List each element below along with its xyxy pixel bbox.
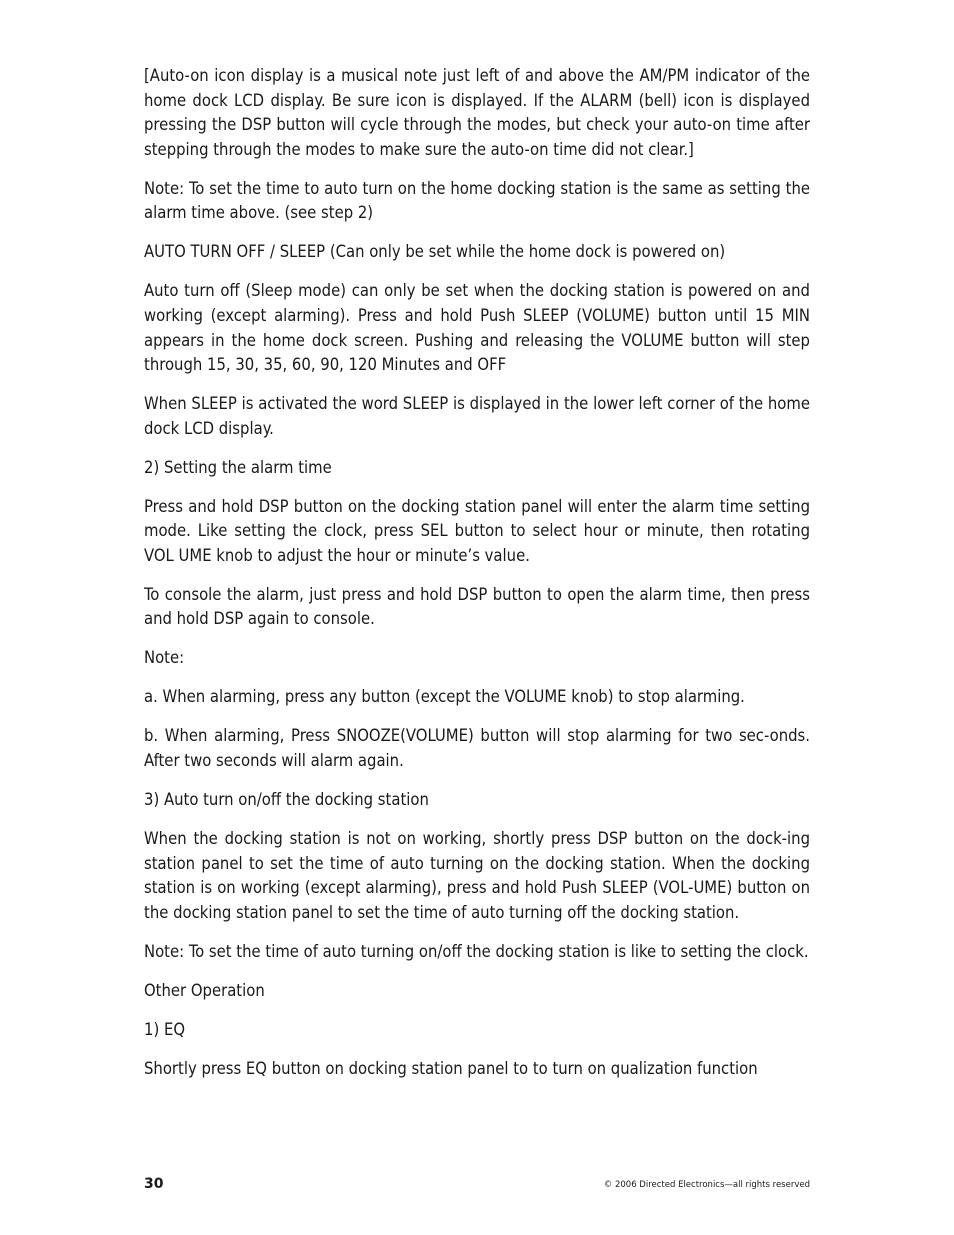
note-item-a: a. When alarming, press any button (except the VOLUME knob) to stop alarming.: [144, 687, 745, 707]
paragraph-eq: Shortly press EQ button on docking station panel to to turn on qualization function: [144, 1058, 758, 1078]
paragraph-note-auto-turn-on: Note: To set the time to auto turn on the home docking station is the same as setting the alarm time above. (see step 2): [144, 178, 810, 223]
paragraph-console-alarm: To console the alarm, just press and hold DSP button to open the alarm time, then press and hold DSP again to console.: [144, 584, 810, 629]
note-item-b: b. When alarming, Press SNOOZE(VOLUME) button will stop alarming for two sec-onds. After two seconds will alarm again.: [144, 726, 810, 770]
heading-auto-turn-on-off: 3) Auto turn on/off the docking station: [144, 789, 429, 809]
paragraph-note-clock: Note: To set the time of auto turning on/off the docking station is like to setting the clock.: [144, 941, 809, 961]
page-body: [144, 64, 810, 1096]
paragraph-auto-turn-on-off: When the docking station is not on working, shortly press DSP button on the dock-ing station panel to set the time of auto turning on the docking station. When the docking station is on working (except alarming), press and hold Push SLEEP (VOL-UME) button on the docking station panel to set the time of auto turning off the docking station.: [144, 828, 810, 922]
copyright-notice: © 2006 Directed Electronics—all rights reserved: [603, 1180, 810, 1190]
paragraph-alarm-setting-mode: Press and hold DSP button on the docking station panel will enter the alarm time setting mode. Like setting the clock, press SEL button to select hour or minute, then rotating VOL UME knob to adjust the hour or minute’s value.: [144, 496, 810, 565]
page-number: 30: [144, 1176, 164, 1192]
heading-eq: 1) EQ: [144, 1019, 186, 1039]
paragraph-auto-on-icon: [Auto-on icon display is a musical note just left of and above the AM/PM indicator of the home dock LCD display. Be sure icon is displayed. If the ALARM (bell) icon is displayed pressing the DSP button will cycle through the modes, but check your auto-on time after stepping through the modes to make sure the auto-on time did not clear.]: [144, 66, 810, 159]
paragraph-sleep-mode: Auto turn off (Sleep mode) can only be set when the docking station is powered on and working (except alarming). Press and hold Push SLEEP (VOLUME) button until 15 MIN appears in the home dock screen. Pushing and releasing the VOLUME button will step through 15, 30, 35, 60, 90, 120 Minutes and OFF: [144, 281, 810, 375]
heading-setting-alarm-time: 2) Setting the alarm time: [144, 457, 332, 477]
heading-auto-turn-off-sleep: AUTO TURN OFF / SLEEP (Can only be set while the home dock is powered on): [144, 242, 726, 262]
paragraph-sleep-activated: When SLEEP is activated the word SLEEP is displayed in the lower left corner of the home dock LCD display.: [144, 394, 810, 438]
heading-other-operation: Other Operation: [144, 980, 265, 1000]
heading-note: Note:: [144, 648, 185, 668]
